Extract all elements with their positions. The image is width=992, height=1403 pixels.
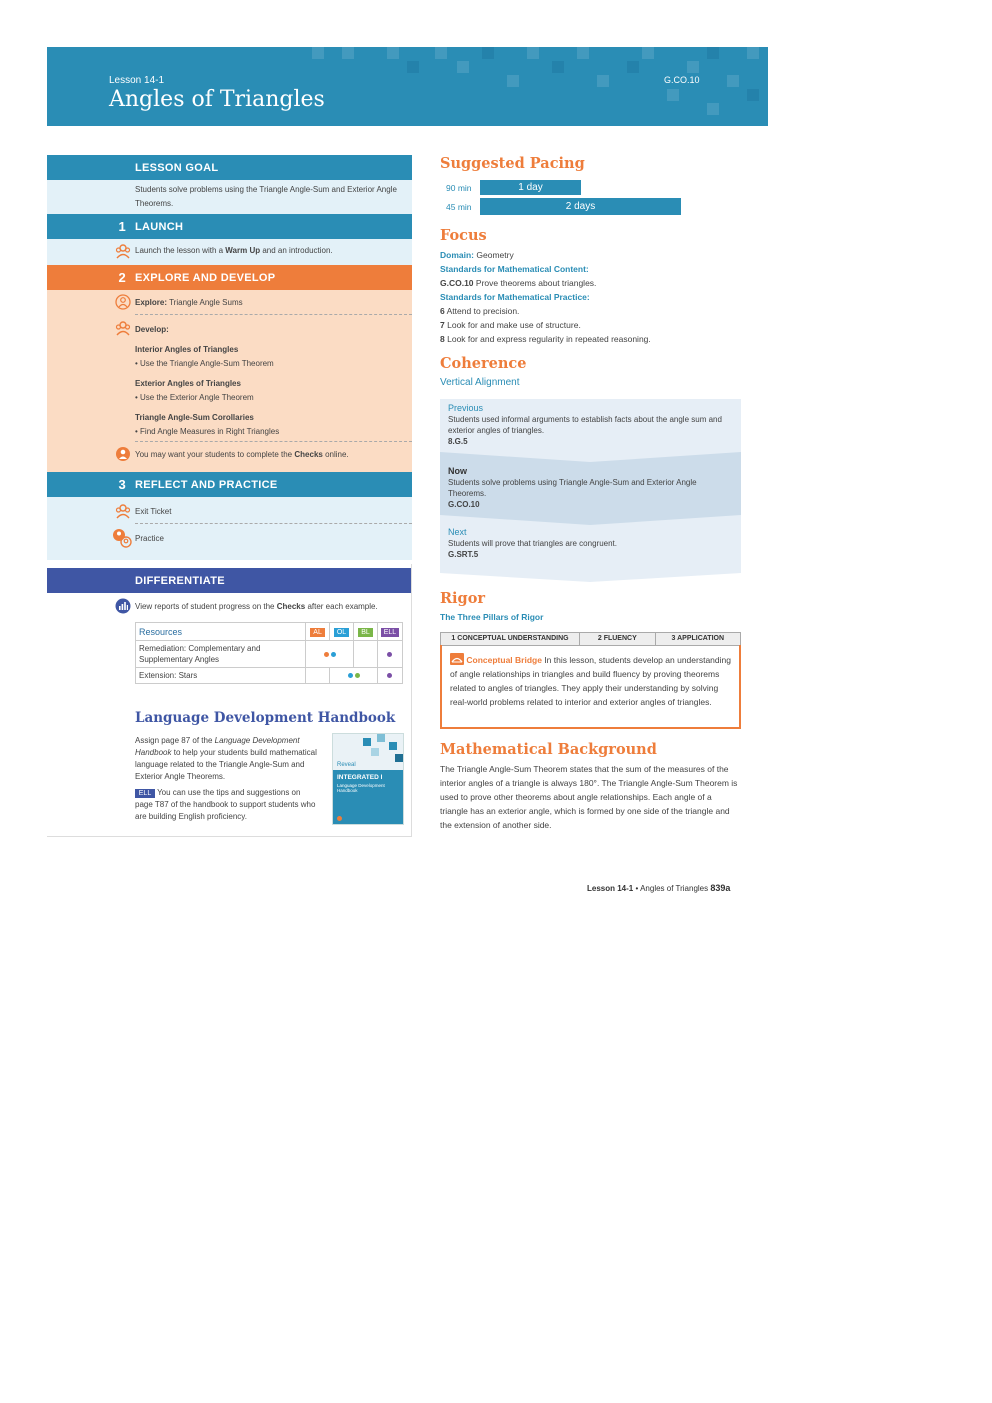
diff-text-post: after each example.: [307, 602, 378, 611]
topic-title: Interior Angles of Triangles: [135, 345, 239, 354]
divider: [135, 523, 412, 524]
conceptual-bridge-text: In this lesson, students develop an understanding of angle relationships in triangles and build fluency by proving theorems related to angles of triangles. They apply their understanding by solving real-world problems related to interior and exterior angles of triangles.: [450, 655, 731, 707]
explore-panel: [47, 290, 412, 472]
ell-tag: ELL: [135, 789, 155, 798]
group-icon: [115, 243, 131, 259]
ldh-p2: You can use the tips and suggestions on page T87 of the handbook to support students who are building English proficiency.: [135, 788, 316, 821]
next-text: Students will prove that triangles are congruent.: [448, 539, 617, 548]
launch-label: LAUNCH: [135, 220, 184, 233]
checks-link[interactable]: Checks: [294, 450, 323, 459]
rigor-subtitle: The Three Pillars of Rigor: [440, 612, 544, 622]
page-number: 839a: [710, 883, 731, 893]
launch-bar: [47, 214, 412, 239]
now-code: G.CO.10: [448, 500, 480, 509]
practice-standards-label: Standards for Mathematical Practice:: [440, 292, 590, 302]
book-subtitle: Language Development Handbook: [337, 783, 385, 793]
pacing-row: [440, 198, 681, 215]
topic-title: Triangle Angle-Sum Corollaries: [135, 413, 254, 422]
divider: [47, 836, 412, 837]
practice-num: 6: [440, 306, 445, 316]
explore-link[interactable]: Triangle Angle Sums: [169, 298, 243, 307]
conceptual-bridge-label: Conceptual Bridge: [466, 655, 542, 665]
resource-label[interactable]: Remediation: Complementary and Supplementary Angles: [136, 641, 306, 668]
differentiate-bar: [47, 568, 412, 593]
tag-bl: BL: [358, 628, 373, 637]
table-row[interactable]: [136, 668, 403, 684]
topic-bullet: • Use the Triangle Angle-Sum Theorem: [135, 359, 274, 368]
launch-panel: [47, 239, 412, 265]
handbook-cover-image: [332, 733, 404, 825]
next-label: Next: [448, 527, 467, 537]
lesson-header: [47, 47, 768, 126]
previous-code: 8.G.5: [448, 437, 468, 446]
lesson-goal-label: LESSON GOAL: [135, 161, 219, 174]
ldh-p1-pre: Assign page 87 of the: [135, 736, 213, 745]
divider: [135, 441, 412, 442]
divider: [135, 314, 412, 315]
group-icon: [115, 320, 131, 336]
checks-text-post: online.: [325, 450, 349, 459]
rigor-tabs: [440, 632, 741, 646]
differentiate-label: DIFFERENTIATE: [135, 574, 225, 587]
lesson-goal-text: Students solve problems using the Triangle Angle-Sum and Exterior Angle Theorems.: [135, 185, 397, 208]
reflect-number: 3: [118, 477, 126, 492]
al-dot: [324, 652, 329, 657]
pacing-bar: 1 day: [480, 180, 581, 195]
practice-num: 7: [440, 320, 445, 330]
content-code: G.CO.10: [440, 278, 474, 288]
reflect-label: REFLECT AND PRACTICE: [135, 478, 278, 491]
rigor-box: [440, 645, 741, 729]
student-icon: [115, 446, 131, 462]
explore-number: 2: [118, 270, 126, 285]
content-text: Prove theorems about triangles.: [475, 278, 597, 288]
footer-title: Angles of Triangles: [640, 884, 709, 893]
diff-checks-link[interactable]: Checks: [276, 602, 306, 611]
pacing-label: 90 min: [446, 182, 472, 193]
lesson-goal-bar: [47, 155, 412, 180]
focus-domain: [440, 248, 741, 262]
ldh-title: Language Development Handbook: [135, 710, 396, 726]
reflect-bar: [47, 472, 412, 497]
individual-practice-icon: [111, 527, 133, 549]
tag-al: AL: [310, 628, 325, 637]
ell-dot: [387, 652, 392, 657]
practice-text: Look for and make use of structure.: [447, 320, 581, 330]
bridge-icon: [450, 653, 464, 665]
bl-dot: [355, 673, 360, 678]
domain-label: Domain:: [440, 250, 474, 260]
pair-work-icon: [115, 294, 131, 310]
table-row[interactable]: [136, 641, 403, 668]
tab-application: 3 APPLICATION: [671, 635, 725, 642]
domain-value: Geometry: [476, 250, 514, 260]
lesson-title: Angles of Triangles: [109, 87, 325, 112]
lesson-number: Lesson 14-1: [109, 75, 165, 86]
content-standards-label: Standards for Mathematical Content:: [440, 264, 589, 274]
explore-label: EXPLORE AND DEVELOP: [135, 271, 276, 284]
vertical-alignment-box: [440, 399, 741, 582]
divider: [411, 564, 412, 836]
table-header-row: [136, 623, 403, 641]
differentiate-panel: [47, 593, 412, 614]
tab-conceptual: 1 CONCEPTUAL UNDERSTANDING: [441, 633, 580, 645]
resource-label[interactable]: Extension: Stars: [136, 668, 306, 684]
previous-label: Previous: [448, 403, 484, 413]
focus-title: Focus: [440, 227, 487, 244]
ldh-p1-post: to help your students build mathematical language related to the Triangle Angle-Sum and Exterior Angle Theorems.: [135, 748, 317, 781]
launch-number: 1: [118, 219, 126, 234]
ol-dot: [348, 673, 353, 678]
ldh-p1-italic: Language Development Handbook: [135, 736, 300, 757]
footer-lesson: Lesson 14-1: [587, 884, 634, 893]
vertical-alignment-label: Vertical Alignment: [440, 377, 520, 388]
explore-bar: [47, 265, 412, 290]
rigor-title: Rigor: [440, 590, 486, 607]
info-column: [440, 155, 741, 830]
next-block: [440, 525, 741, 573]
develop-bold: Develop:: [135, 325, 169, 334]
book-title: INTEGRATED I: [337, 774, 383, 781]
practice-num: 8: [440, 334, 445, 344]
practice-link[interactable]: Practice: [135, 534, 164, 543]
tab-fluency: 2 FLUENCY: [580, 633, 656, 645]
topic-title: Exterior Angles of Triangles: [135, 379, 241, 388]
reflect-panel: [47, 497, 412, 560]
warm-up-link[interactable]: Warm Up: [225, 246, 261, 255]
previous-text: Students used informal arguments to establish facts about the angle sum and exterior angles of triangles.: [448, 415, 722, 435]
tag-ol: OL: [334, 628, 349, 637]
publisher-logo: [337, 816, 342, 821]
topic-bullet: • Find Angle Measures in Right Triangles: [135, 427, 280, 436]
explore-bold: Explore:: [135, 298, 168, 307]
now-text: Students solve problems using Triangle Angle-Sum and Exterior Angle Theorems.: [448, 478, 697, 498]
checks-text-pre: You may want your students to complete the: [135, 450, 293, 459]
diff-text-pre: View reports of student progress on the: [135, 602, 275, 611]
tag-ell: ELL: [381, 628, 399, 637]
ldh-text: [135, 735, 317, 823]
book-brand: Reveal: [337, 762, 356, 768]
group-icon: [115, 503, 131, 519]
page-footer: [587, 883, 730, 893]
pacing-row: [440, 180, 581, 195]
topic-bullet: • Use the Exterior Angle Theorem: [135, 393, 254, 402]
launch-text-post: and an introduction.: [262, 246, 333, 255]
lesson-plan-column: [47, 155, 412, 821]
chevron-divider: [440, 515, 741, 525]
background-title: Mathematical Background: [440, 741, 657, 758]
standard-tag: G.CO.10: [664, 75, 700, 85]
pacing-label: 45 min: [446, 201, 472, 212]
resources-header: Resources: [136, 623, 306, 641]
practice-text: Attend to precision.: [446, 306, 520, 316]
now-label: Now: [448, 466, 467, 476]
pacing-title: Suggested Pacing: [440, 155, 585, 172]
next-code: G.SRT.5: [448, 550, 479, 559]
lesson-goal-panel: [47, 180, 412, 214]
footer-sep: •: [635, 884, 639, 893]
resources-table: [135, 622, 403, 684]
practice-text: Look for and express regularity in repeated reasoning.: [447, 334, 651, 344]
coherence-title: Coherence: [440, 355, 527, 372]
ell-dot: [387, 673, 392, 678]
launch-text-pre: Launch the lesson with a: [135, 246, 224, 255]
ol-dot: [331, 652, 336, 657]
exit-ticket-link[interactable]: Exit Ticket: [135, 507, 172, 516]
pacing-bar: 2 days: [480, 198, 681, 215]
chevron-divider: [440, 573, 741, 582]
background-text: The Triangle Angle-Sum Theorem states that the sum of the measures of the interior angles of a triangle is always 180°. The Triangle Angle-Sum Theorem is used to prove other theorems about angle relationships. Each angle of a triangle has an exterior angle, which is formed by one side of the triangle and the extension of another side.: [440, 764, 738, 830]
chart-report-icon: [115, 598, 131, 614]
